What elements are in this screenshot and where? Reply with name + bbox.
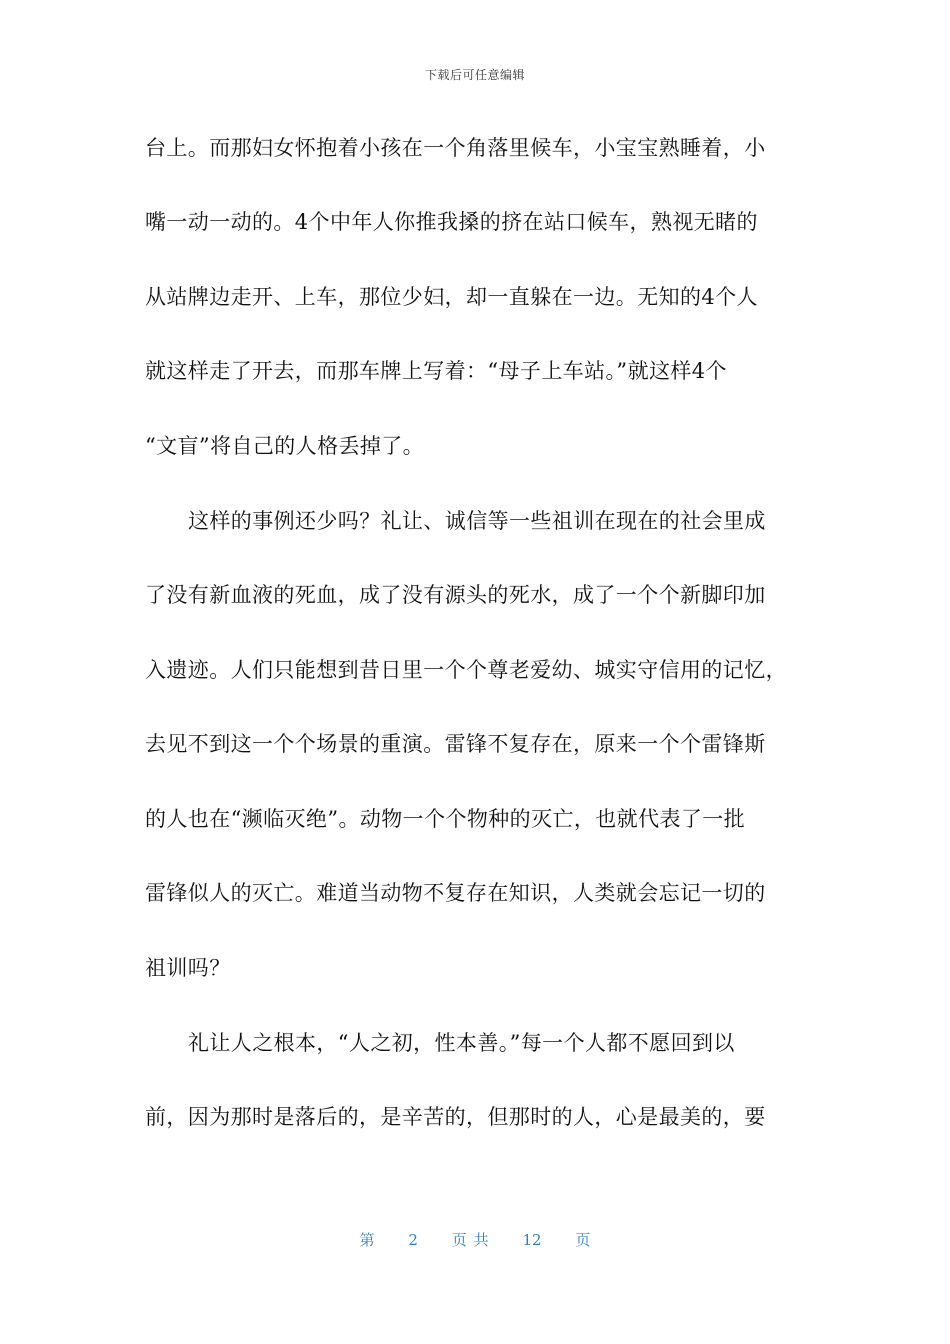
text-line: 的人也在“濒临灭绝”。动物一个个物种的灭亡，也就代表了一批: [145, 807, 746, 831]
footer-suffix: 页: [575, 1231, 591, 1249]
footer-prefix: 第: [359, 1231, 375, 1249]
text-line: 祖训吗？: [145, 956, 231, 980]
text-line: 就这样走了开去，而那车牌上写着：“母子上车站。”就这样4个: [145, 359, 727, 383]
text-line: 台上。而那妇女怀抱着小孩在一个角落里候车，小宝宝熟睡着，小: [145, 136, 766, 160]
footer-page-number: 2: [408, 1231, 418, 1249]
text-line: “文盲”将自己的人格丢掉了。: [145, 434, 425, 458]
text-line: 这样的事例还少吗？礼让、诚信等一些祖训在现在的社会里成: [188, 509, 766, 533]
text-line: 入遗迹。人们只能想到昔日里一个个尊老爱幼、城实守信用的记忆，: [145, 658, 787, 682]
text-line: 去见不到这一个个场景的重演。雷锋不复存在，原来一个个雷锋斯: [145, 732, 766, 756]
text-line: 礼让人之根本，“人之初，性本善。”每一个人都不愿回到以: [188, 1031, 735, 1055]
text-line: 雷锋似人的灭亡。难道当动物不复存在知识，人类就会忘记一切的: [145, 881, 766, 905]
text-line: 前，因为那时是落后的，是辛苦的，但那时的人，心是最美的，要: [145, 1105, 766, 1129]
text-line: 从站牌边走开、上车，那位少妇，却一直躲在一边。无知的4个人: [145, 285, 758, 309]
footer-middle: 页 共: [451, 1231, 489, 1249]
text-line: 了没有新血液的死血，成了没有源头的死水，成了一个个新脚印加: [145, 583, 766, 607]
footer-total-pages: 12: [522, 1231, 542, 1249]
page-footer: [0, 1229, 950, 1250]
text-line: 嘴一动一动的。4个中年人你推我搡的挤在站口候车，熟视无睹的: [145, 210, 758, 234]
page-header: 下载后可任意编辑: [424, 68, 525, 82]
